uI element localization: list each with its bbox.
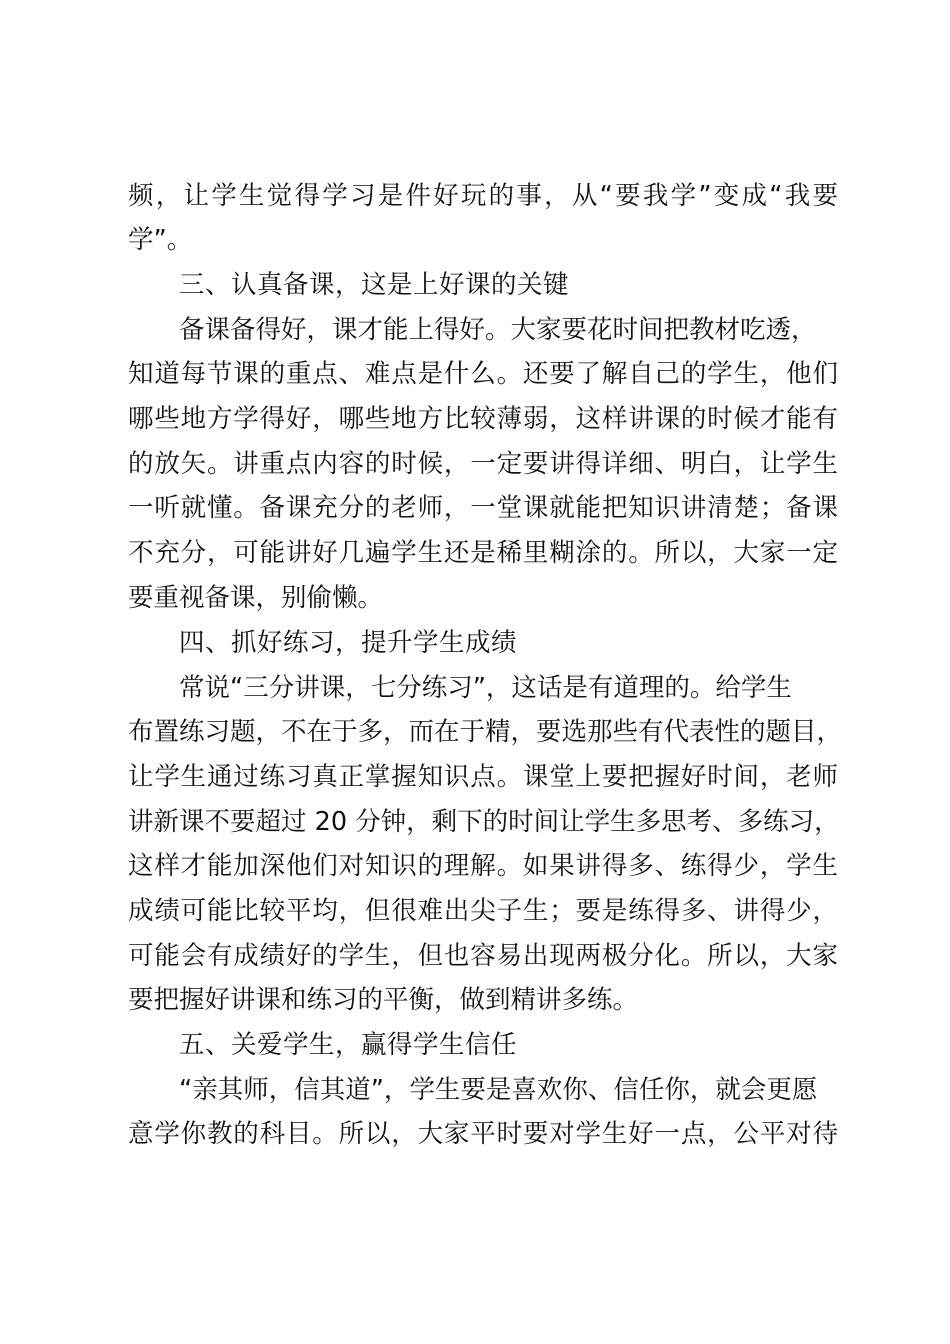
body-text-line: 讲新课不要超过 20 分钟，剩下的时间让学生多思考、多练习，: [128, 807, 840, 837]
body-text-line: 布置练习题，不在于多，而在于精，要选那些有代表性的题目，: [128, 717, 843, 747]
body-text-line: 要把握好讲课和练习的平衡，做到精讲多练。: [128, 985, 639, 1015]
body-text-line: 的放矢。讲重点内容的时候，一定要讲得详细、明白，让学生: [128, 449, 838, 479]
body-text-line: 可能会有成绩好的学生，但也容易出现两极分化。所以，大家: [128, 941, 838, 971]
section-heading-3: 三、认真备课，这是上好课的关键: [179, 270, 570, 300]
body-text-line: 意学你教的科目。所以，大家平时要对学生好一点，公平对待: [128, 1119, 838, 1149]
body-text-line: “亲其师，信其道”，学生要是喜欢你、信任你，就会更愿: [179, 1075, 818, 1105]
body-text-line: 哪些地方学得好，哪些地方比较薄弱，这样讲课的时候才能有: [128, 404, 838, 434]
body-text-line: 备课备得好，课才能上得好。大家要花时间把教材吃透，: [179, 315, 817, 345]
body-text-line: 不充分，可能讲好几遍学生还是稀里糊涂的。所以，大家一定: [128, 538, 838, 568]
body-text-line: 学”。: [128, 225, 193, 255]
body-text-line: 常说“三分讲课，七分练习”，这话是有道理的。给学生: [179, 673, 792, 703]
body-text-line: 一听就懂。备课充分的老师，一堂课就能把知识讲清楚；备课: [128, 493, 838, 523]
body-text-line: 知道每节课的重点、难点是什么。还要了解自己的学生，他们: [128, 359, 838, 389]
body-text-line: 频，让学生觉得学习是件好玩的事，从“要我学”变成“我要: [128, 181, 838, 211]
body-text-line: 成绩可能比较平均，但很难出尖子生；要是练得多、讲得少，: [128, 896, 838, 926]
section-heading-4: 四、抓好练习，提升学生成绩: [179, 628, 518, 658]
section-heading-5: 五、关爱学生，赢得学生信任: [179, 1030, 518, 1060]
body-text-line: 要重视备课，别偷懒。: [128, 583, 384, 613]
body-text-line: 这样才能加深他们对知识的理解。如果讲得多、练得少，学生: [128, 851, 838, 881]
body-text-line: 让学生通过练习真正掌握知识点。课堂上要把握好时间，老师: [128, 762, 838, 792]
